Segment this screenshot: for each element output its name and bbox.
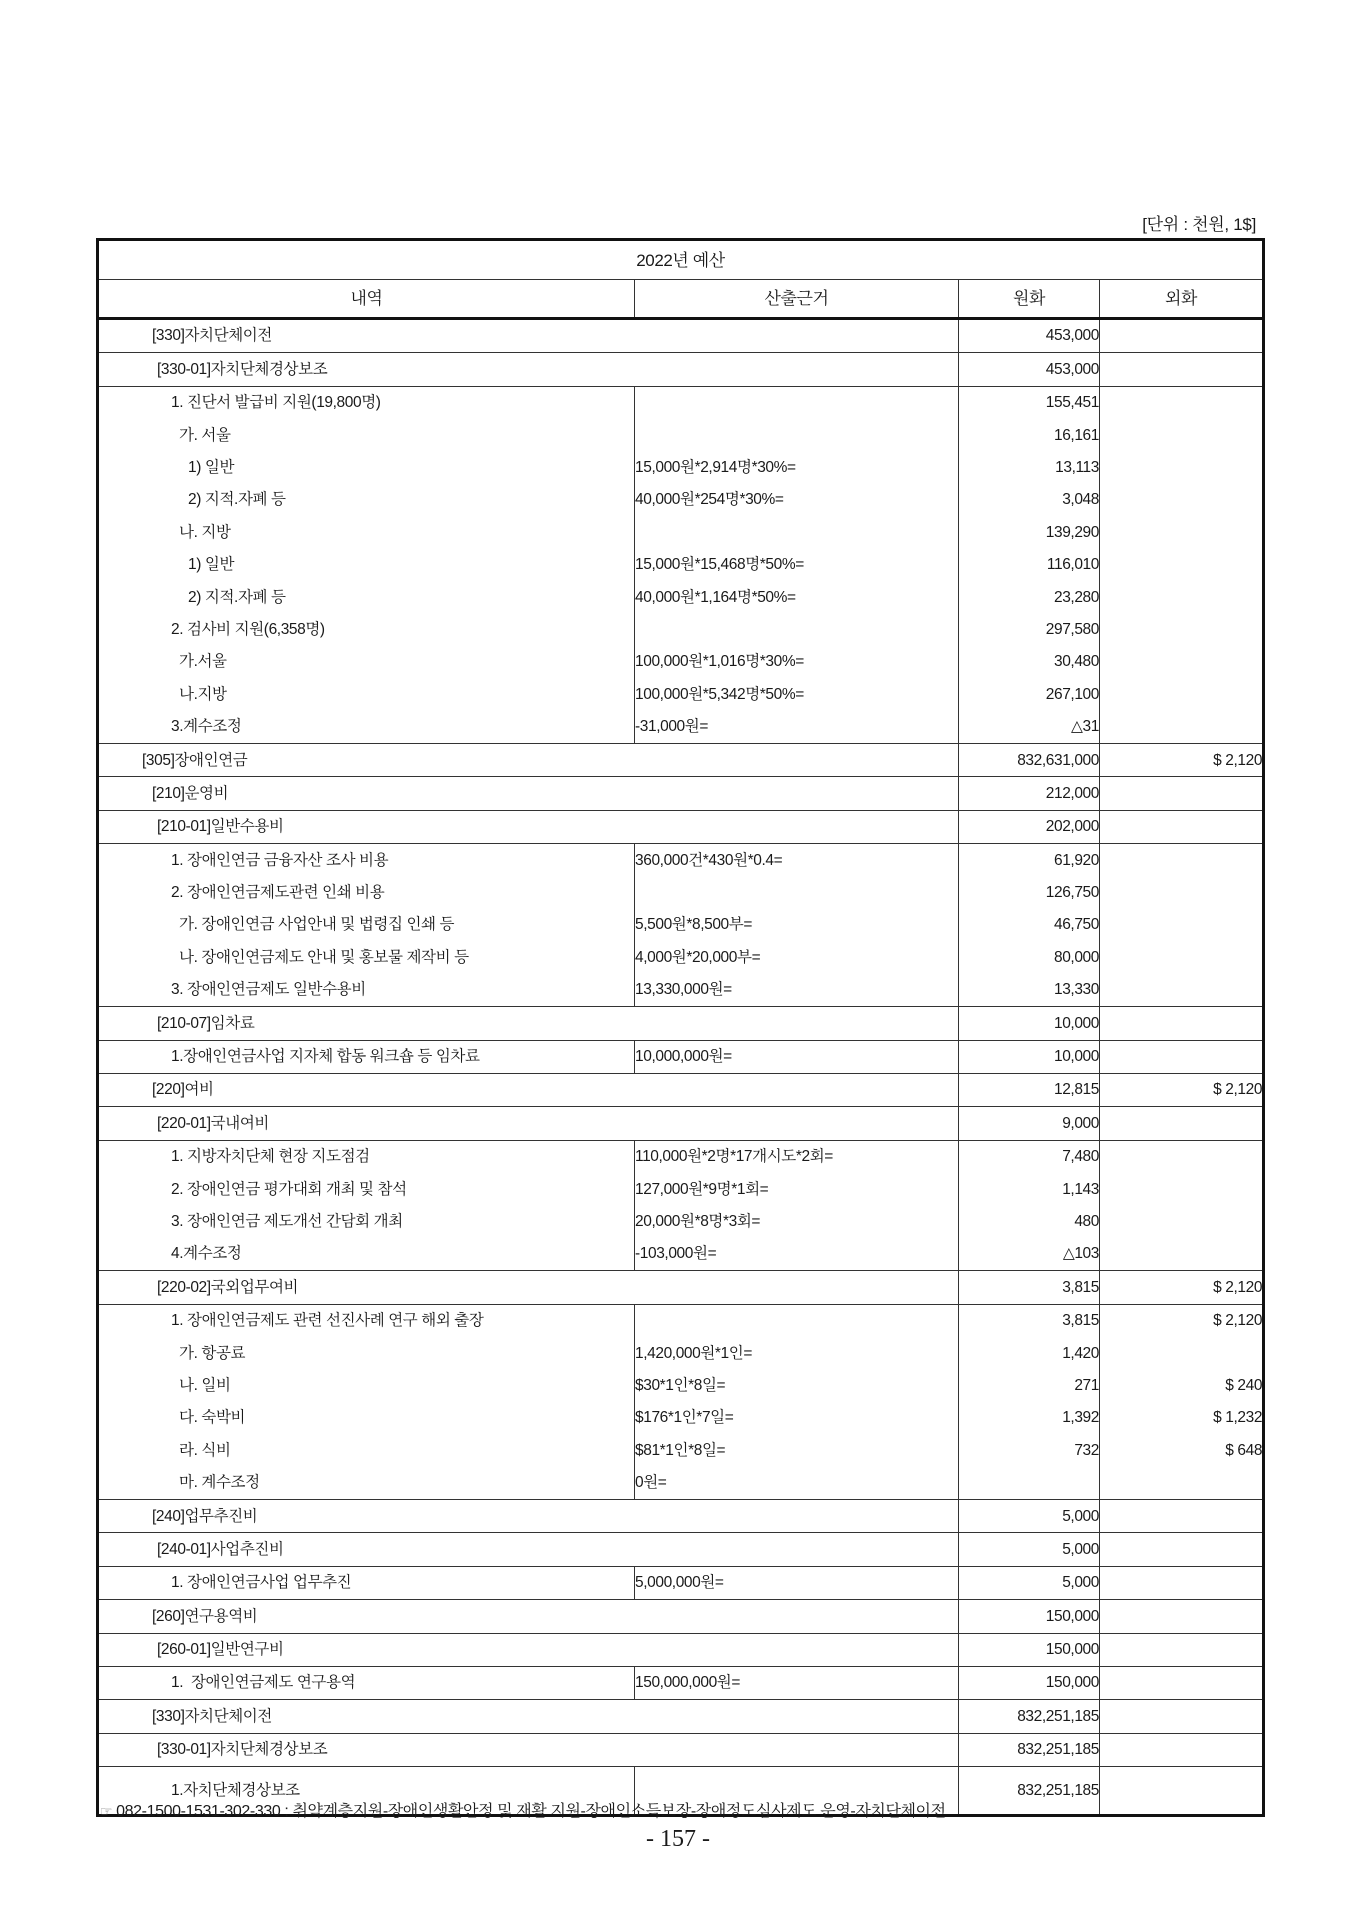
row-krw-amount: 3,048 (959, 484, 1100, 516)
row-description: 1. 장애인연금제도 연구용역 (98, 1667, 635, 1700)
row-krw-amount: 5,000 (959, 1500, 1100, 1533)
row-krw-amount: 150,000 (959, 1633, 1100, 1666)
row-description: 1) 일반 (98, 452, 635, 484)
table-row (98, 549, 1264, 581)
row-krw-amount: 3,815 (959, 1304, 1100, 1337)
table-row (98, 1173, 1264, 1205)
table-row (98, 386, 1264, 419)
row-foreign-amount (1100, 1767, 1264, 1816)
row-description: 나. 장애인연금제도 안내 및 홍보물 제작비 등 (98, 941, 635, 973)
row-krw-amount: 832,251,185 (959, 1700, 1100, 1733)
row-foreign-amount (1100, 1337, 1264, 1369)
row-description: 3. 장애인연금 제도개선 간담회 개최 (98, 1206, 635, 1238)
row-description: 1. 장애인연금제도 관련 선진사례 연구 해외 출장 (98, 1304, 635, 1337)
table-row (98, 1467, 1264, 1500)
row-description: 가. 항공료 (98, 1337, 635, 1369)
table-row (98, 1304, 1264, 1337)
page-number: - 157 - (646, 1826, 710, 1852)
row-foreign-amount: $ 2,120 (1100, 1304, 1264, 1337)
row-calculation-basis: 40,000원*1,164명*50%= (635, 581, 959, 613)
row-krw-amount: 13,330 (959, 974, 1100, 1007)
row-foreign-amount (1100, 678, 1264, 710)
row-foreign-amount: $ 2,120 (1100, 744, 1264, 777)
table-row (98, 711, 1264, 744)
row-krw-amount: 13,113 (959, 452, 1100, 484)
row-description: 나. 지방 (98, 516, 635, 548)
row-description: 2) 지적.자폐 등 (98, 581, 635, 613)
row-description: 2) 지적.자폐 등 (98, 484, 635, 516)
table-row (98, 581, 1264, 613)
row-description: [210-01]일반수용비 (98, 810, 959, 843)
table-group-row (98, 1600, 1264, 1633)
pointing-hand-icon: ☞ (100, 1803, 113, 1819)
row-description: [240]업무추진비 (98, 1500, 959, 1533)
row-foreign-amount (1100, 1633, 1264, 1666)
row-krw-amount: 12,815 (959, 1073, 1100, 1106)
table-row (98, 646, 1264, 678)
row-krw-amount: 3,815 (959, 1271, 1100, 1304)
row-description: 2. 장애인연금제도관련 인쇄 비용 (98, 877, 635, 909)
row-foreign-amount (1100, 516, 1264, 548)
table-row (98, 1370, 1264, 1402)
row-description: 1.자치단체경상보조 (98, 1767, 635, 1816)
row-calculation-basis: 1,420,000원*1인= (635, 1337, 959, 1369)
row-krw-amount: 480 (959, 1206, 1100, 1238)
row-foreign-amount (1100, 1566, 1264, 1599)
row-calculation-basis (635, 516, 959, 548)
header-foreign-currency: 외화 (1100, 280, 1264, 319)
row-foreign-amount (1100, 1206, 1264, 1238)
table-row (98, 484, 1264, 516)
row-description: [210-07]임차료 (98, 1007, 959, 1040)
row-foreign-amount (1100, 1467, 1264, 1500)
row-calculation-basis: $81*1인*8일= (635, 1434, 959, 1466)
table-group-row (98, 353, 1264, 386)
table-row (98, 877, 1264, 909)
row-krw-amount: 832,251,185 (959, 1767, 1100, 1816)
row-krw-amount: 1,392 (959, 1402, 1100, 1434)
row-description: [330-01]자치단체경상보조 (98, 1733, 959, 1766)
row-foreign-amount (1100, 909, 1264, 941)
row-krw-amount: 30,480 (959, 646, 1100, 678)
row-description: [220-02]국외업무여비 (98, 1271, 959, 1304)
row-krw-amount: 732 (959, 1434, 1100, 1466)
table-group-row (98, 1500, 1264, 1533)
table-row (98, 1402, 1264, 1434)
row-krw-amount: 202,000 (959, 810, 1100, 843)
header-krw: 원화 (959, 280, 1100, 319)
row-description: 2. 검사비 지원(6,358명) (98, 614, 635, 646)
row-krw-amount: 46,750 (959, 909, 1100, 941)
row-foreign-amount (1100, 319, 1264, 353)
row-foreign-amount (1100, 777, 1264, 810)
table-row (98, 1238, 1264, 1271)
table-group-row (98, 777, 1264, 810)
table-group-row (98, 1007, 1264, 1040)
row-foreign-amount (1100, 1140, 1264, 1173)
row-calculation-basis: 110,000원*2명*17개시도*2회= (635, 1140, 959, 1173)
row-krw-amount: 297,580 (959, 614, 1100, 646)
row-description: 1) 일반 (98, 549, 635, 581)
row-description: [330]자치단체이전 (98, 319, 959, 353)
row-krw-amount: 80,000 (959, 941, 1100, 973)
table-row (98, 941, 1264, 973)
table-group-row (98, 1733, 1264, 1766)
row-foreign-amount (1100, 419, 1264, 451)
table-row (98, 1206, 1264, 1238)
row-krw-amount: △31 (959, 711, 1100, 744)
row-foreign-amount: $ 2,120 (1100, 1271, 1264, 1304)
row-calculation-basis: 100,000원*1,016명*30%= (635, 646, 959, 678)
budget-table (96, 238, 1265, 1817)
row-description: [210]운영비 (98, 777, 959, 810)
row-calculation-basis: 150,000,000원= (635, 1667, 959, 1700)
row-foreign-amount (1100, 711, 1264, 744)
table-group-row (98, 1700, 1264, 1733)
row-krw-amount: 126,750 (959, 877, 1100, 909)
row-foreign-amount (1100, 484, 1264, 516)
row-foreign-amount (1100, 1500, 1264, 1533)
row-foreign-amount (1100, 1733, 1264, 1766)
table-group-row (98, 744, 1264, 777)
row-description: 1. 장애인연금 금융자산 조사 비용 (98, 844, 635, 877)
row-description: [330-01]자치단체경상보조 (98, 353, 959, 386)
table-row (98, 516, 1264, 548)
row-calculation-basis: 0원= (635, 1467, 959, 1500)
row-krw-amount: 155,451 (959, 386, 1100, 419)
row-foreign-amount (1100, 549, 1264, 581)
row-krw-amount: 271 (959, 1370, 1100, 1402)
row-description: 2. 장애인연금 평가대회 개최 및 참석 (98, 1173, 635, 1205)
row-calculation-basis: 5,500원*8,500부= (635, 909, 959, 941)
row-foreign-amount (1100, 1533, 1264, 1566)
row-calculation-basis: 100,000원*5,342명*50%= (635, 678, 959, 710)
row-description: 4.계수조정 (98, 1238, 635, 1271)
row-calculation-basis: 5,000,000원= (635, 1566, 959, 1599)
row-foreign-amount (1100, 974, 1264, 1007)
table-group-row (98, 319, 1264, 353)
row-calculation-basis: 40,000원*254명*30%= (635, 484, 959, 516)
row-foreign-amount (1100, 1700, 1264, 1733)
row-description: 나. 일비 (98, 1370, 635, 1402)
table-row (98, 678, 1264, 710)
row-krw-amount: 10,000 (959, 1040, 1100, 1073)
row-description: 가. 서울 (98, 419, 635, 451)
row-description: [220]여비 (98, 1073, 959, 1106)
row-foreign-amount: $ 648 (1100, 1434, 1264, 1466)
row-description: [260-01]일반연구비 (98, 1633, 959, 1666)
row-description: [220-01]국내여비 (98, 1107, 959, 1140)
row-krw-amount: 453,000 (959, 319, 1100, 353)
row-krw-amount: 150,000 (959, 1600, 1100, 1633)
row-foreign-amount: $ 240 (1100, 1370, 1264, 1402)
row-description: 라. 식비 (98, 1434, 635, 1466)
row-foreign-amount: $ 2,120 (1100, 1073, 1264, 1106)
row-foreign-amount (1100, 452, 1264, 484)
table-group-row (98, 1633, 1264, 1666)
row-foreign-amount: $ 1,232 (1100, 1402, 1264, 1434)
row-calculation-basis: 360,000건*430원*0.4= (635, 844, 959, 877)
row-krw-amount: 61,920 (959, 844, 1100, 877)
table-row (98, 419, 1264, 451)
row-krw-amount: 7,480 (959, 1140, 1100, 1173)
header-calculation-basis: 산출근거 (635, 280, 959, 319)
row-description: [330]자치단체이전 (98, 1700, 959, 1733)
table-row (98, 1337, 1264, 1369)
row-krw-amount: 832,251,185 (959, 1733, 1100, 1766)
table-group-row (98, 1271, 1264, 1304)
row-krw-amount: 5,000 (959, 1533, 1100, 1566)
table-body (98, 319, 1264, 1816)
row-foreign-amount (1100, 877, 1264, 909)
row-calculation-basis: $30*1인*8일= (635, 1370, 959, 1402)
table-row (98, 1434, 1264, 1466)
row-krw-amount: 23,280 (959, 581, 1100, 613)
table-row (98, 1040, 1264, 1073)
row-foreign-amount (1100, 1173, 1264, 1205)
row-foreign-amount (1100, 1040, 1264, 1073)
unit-label: [단위 : 천원, 1$] (1142, 215, 1256, 234)
row-krw-amount: 212,000 (959, 777, 1100, 810)
row-description: 마. 계수조정 (98, 1467, 635, 1500)
row-krw-amount: 10,000 (959, 1007, 1100, 1040)
table-row (98, 1566, 1264, 1599)
footnote (100, 1798, 946, 1821)
row-krw-amount: 453,000 (959, 353, 1100, 386)
table-group-row (98, 810, 1264, 843)
table-row (98, 909, 1264, 941)
row-calculation-basis: 13,330,000원= (635, 974, 959, 1007)
table-row (98, 1140, 1264, 1173)
row-calculation-basis: 20,000원*8명*3회= (635, 1206, 959, 1238)
row-krw-amount: 832,631,000 (959, 744, 1100, 777)
row-description: 3.계수조정 (98, 711, 635, 744)
table-group-row (98, 1107, 1264, 1140)
row-description: 3. 장애인연금제도 일반수용비 (98, 974, 635, 1007)
row-krw-amount: 16,161 (959, 419, 1100, 451)
row-calculation-basis: 127,000원*9명*1회= (635, 1173, 959, 1205)
table-row (98, 974, 1264, 1007)
row-calculation-basis (635, 1304, 959, 1337)
row-foreign-amount (1100, 941, 1264, 973)
row-foreign-amount (1100, 1600, 1264, 1633)
table-row (98, 1667, 1264, 1700)
row-description: 가.서울 (98, 646, 635, 678)
table-row (98, 452, 1264, 484)
row-krw-amount: 5,000 (959, 1566, 1100, 1599)
row-description: 1.장애인연금사업 지자체 합동 워크숍 등 임차료 (98, 1040, 635, 1073)
table-group-row (98, 1073, 1264, 1106)
row-foreign-amount (1100, 1007, 1264, 1040)
row-krw-amount: 139,290 (959, 516, 1100, 548)
row-description: 가. 장애인연금 사업안내 및 법령집 인쇄 등 (98, 909, 635, 941)
row-foreign-amount (1100, 581, 1264, 613)
row-calculation-basis: 4,000원*20,000부= (635, 941, 959, 973)
row-description: [305]장애인연금 (98, 744, 959, 777)
row-calculation-basis (635, 877, 959, 909)
row-calculation-basis: 10,000,000원= (635, 1040, 959, 1073)
row-calculation-basis: -103,000원= (635, 1238, 959, 1271)
table-group-row (98, 1533, 1264, 1566)
row-foreign-amount (1100, 614, 1264, 646)
row-krw-amount: 1,143 (959, 1173, 1100, 1205)
row-krw-amount: 1,420 (959, 1337, 1100, 1369)
row-calculation-basis: 15,000원*15,468명*50%= (635, 549, 959, 581)
row-krw-amount: 116,010 (959, 549, 1100, 581)
header-description: 내역 (98, 280, 635, 319)
row-calculation-basis (635, 386, 959, 419)
row-foreign-amount (1100, 646, 1264, 678)
row-krw-amount: 150,000 (959, 1667, 1100, 1700)
row-description: 나.지방 (98, 678, 635, 710)
row-foreign-amount (1100, 1107, 1264, 1140)
table-row (98, 844, 1264, 877)
row-description: 1. 진단서 발급비 지원(19,800명) (98, 386, 635, 419)
row-foreign-amount (1100, 353, 1264, 386)
row-krw-amount: 9,000 (959, 1107, 1100, 1140)
row-calculation-basis: 15,000원*2,914명*30%= (635, 452, 959, 484)
row-foreign-amount (1100, 810, 1264, 843)
row-calculation-basis: $176*1인*7일= (635, 1402, 959, 1434)
row-krw-amount (959, 1467, 1100, 1500)
footnote-text: 082-1500-1531-302-330 : 취약계층지원-장애인생활안정 및 재활 지원-장애인소득보장-장애정도심사제도 운영-자치단체이전 (116, 1803, 946, 1820)
row-krw-amount: △103 (959, 1238, 1100, 1271)
row-description: 1. 지방자치단체 현장 지도점검 (98, 1140, 635, 1173)
row-calculation-basis (635, 614, 959, 646)
row-description: [240-01]사업추진비 (98, 1533, 959, 1566)
row-foreign-amount (1100, 386, 1264, 419)
row-foreign-amount (1100, 1238, 1264, 1271)
table-row (98, 614, 1264, 646)
row-calculation-basis (635, 419, 959, 451)
row-krw-amount: 267,100 (959, 678, 1100, 710)
row-description: 다. 숙박비 (98, 1402, 635, 1434)
row-description: [260]연구용역비 (98, 1600, 959, 1633)
row-calculation-basis: -31,000원= (635, 711, 959, 744)
row-foreign-amount (1100, 1667, 1264, 1700)
row-foreign-amount (1100, 844, 1264, 877)
row-description: 1. 장애인연금사업 업무추진 (98, 1566, 635, 1599)
table-title: 2022년 예산 (98, 240, 1264, 280)
